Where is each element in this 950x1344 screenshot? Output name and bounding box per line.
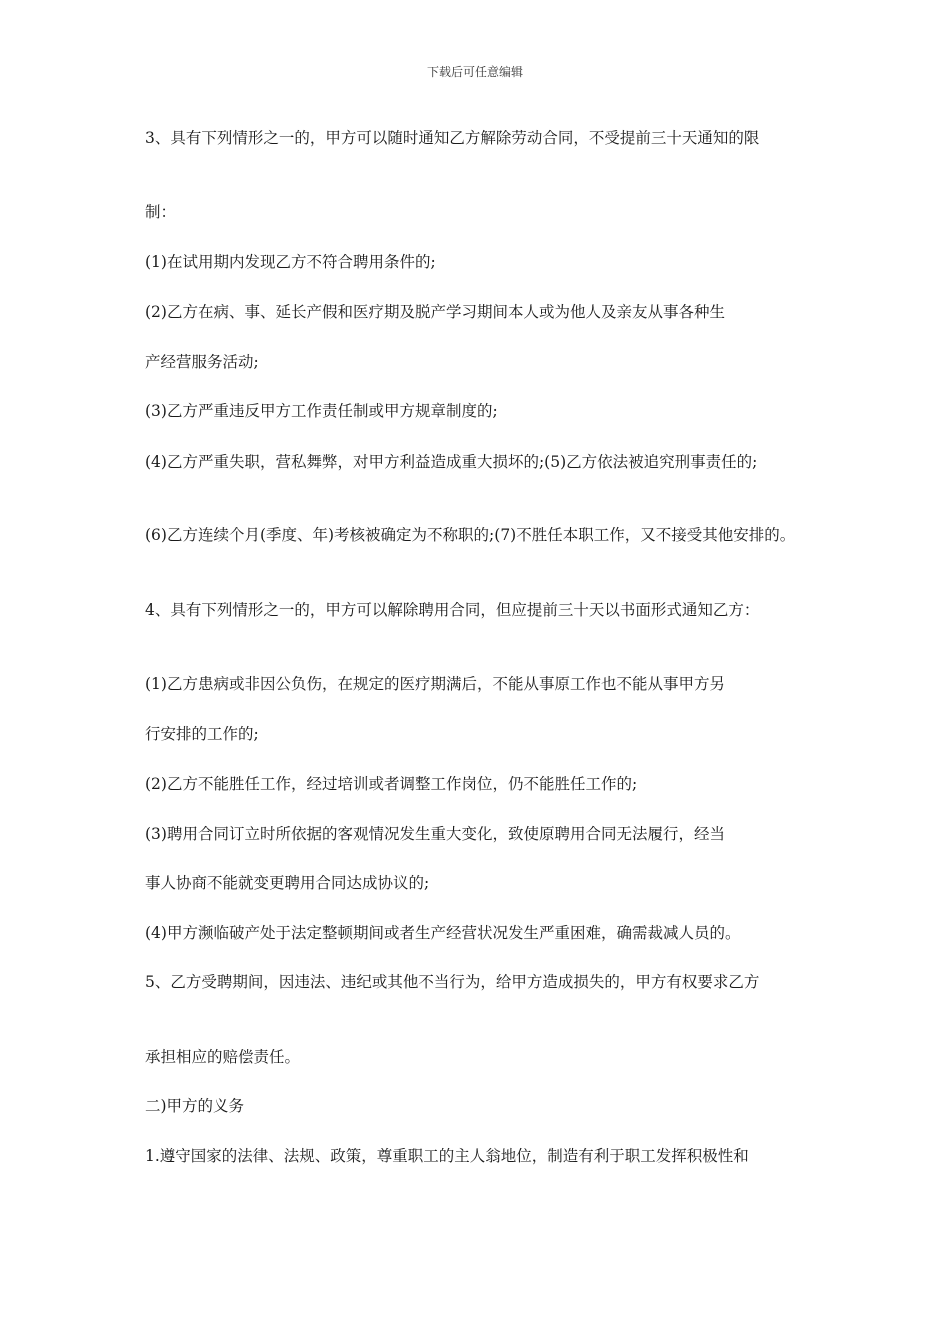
page-header: 下载后可任意编辑: [426, 65, 523, 79]
paragraph-3-cont: 制：: [145, 203, 177, 221]
paragraph-4-item-3: (3)聘用合同订立时所依据的客观情况发生重大变化，致使原聘用合同无法履行，经当: [145, 825, 725, 843]
paragraph-3-intro: 3、具有下列情形之一的，甲方可以随时通知乙方解除劳动合同，不受提前三十天通知的限: [145, 129, 760, 147]
paragraph-4-item-3-cont: 事人协商不能就变更聘用合同达成协议的;: [145, 874, 430, 892]
paragraph-obligation-1: 1.遵守国家的法律、法规、政策，尊重职工的主人翁地位，制造有利于职工发挥积极性和: [145, 1147, 749, 1165]
paragraph-3-item-4-5: (4)乙方严重失职，营私舞弊，对甲方利益造成重大损坏的;(5)乙方依法被追究刑事责任的;: [145, 453, 758, 471]
paragraph-3-item-2: (2)乙方在病、事、延长产假和医疗期及脱产学习期间本人或为他人及亲友从事各种生: [145, 303, 725, 321]
paragraph-3-item-2-cont: 产经营服务活动;: [145, 353, 259, 371]
paragraph-3-item-3: (3)乙方严重违反甲方工作责任制或甲方规章制度的;: [145, 402, 498, 420]
paragraph-3-item-6-7: (6)乙方连续个月(季度、年)考核被确定为不称职的;(7)不胜任本职工作，又不接受其他安排的。: [145, 526, 796, 544]
paragraph-5-cont: 承担相应的赔偿责任。: [145, 1048, 301, 1066]
paragraph-4-item-1-cont: 行安排的工作的;: [145, 725, 259, 743]
paragraph-5-intro: 5、乙方受聘期间，因违法、违纪或其他不当行为，给甲方造成损失的，甲方有权要求乙方: [145, 973, 760, 991]
paragraph-4-item-1: (1)乙方患病或非因公负伤，在规定的医疗期满后，不能从事原工作也不能从事甲方另: [145, 675, 725, 693]
paragraph-4-item-4: (4)甲方濒临破产处于法定整顿期间或者生产经营状况发生严重困难，确需裁减人员的。: [145, 924, 741, 942]
section-heading-party-a-obligations: 二)甲方的义务: [145, 1097, 245, 1115]
paragraph-4-item-2: (2)乙方不能胜任工作，经过培训或者调整工作岗位，仍不能胜任工作的;: [145, 775, 638, 793]
paragraph-4-intro: 4、具有下列情形之一的，甲方可以解除聘用合同，但应提前三十天以书面形式通知乙方：: [145, 601, 760, 619]
paragraph-3-item-1: (1)在试用期内发现乙方不符合聘用条件的;: [145, 253, 436, 271]
